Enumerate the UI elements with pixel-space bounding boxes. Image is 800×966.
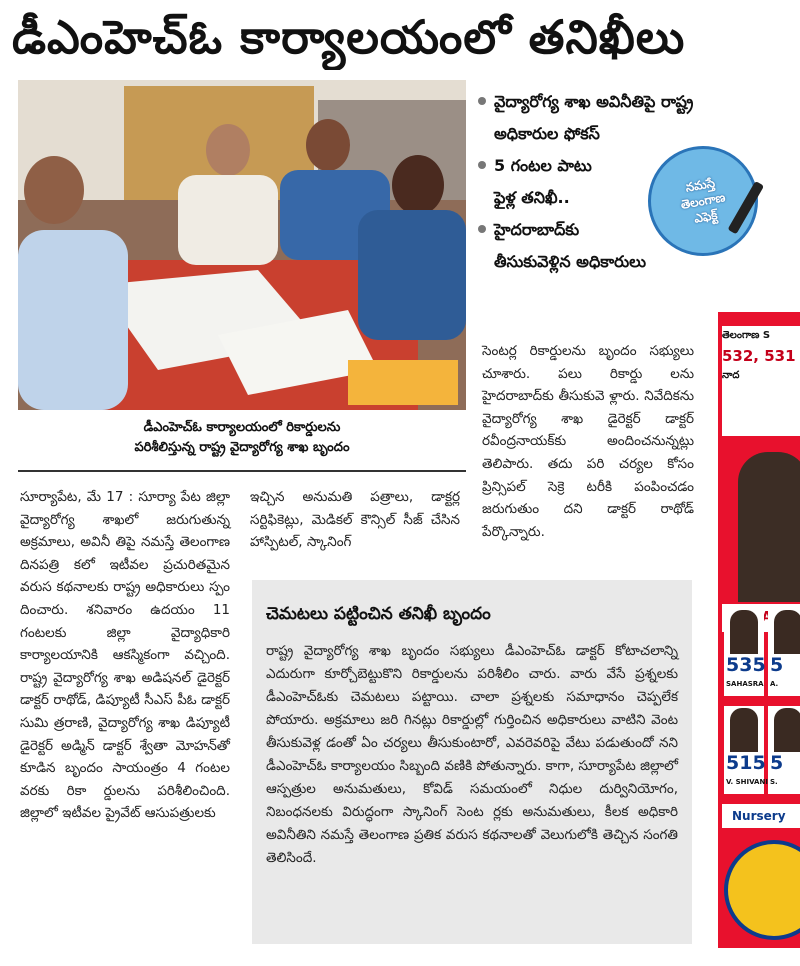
student-score: 515 xyxy=(726,752,766,774)
ad-text: నాద xyxy=(722,370,740,381)
nursery-banner xyxy=(722,804,800,828)
logo-line: తెలంగాణ xyxy=(679,190,727,212)
student-name: A. xyxy=(770,680,779,688)
ad-text: తెలంగాణ S xyxy=(722,330,771,341)
highlight-line: వైద్యారోగ్య శాఖ అవినీతిపై రాష్ట్ర xyxy=(494,92,694,111)
student-name: S. xyxy=(770,778,778,786)
ad-score-text: 532, 531 xyxy=(722,347,796,365)
article-text: సూర్యాపేట, మే 17 : సూర్యా పేట జిల్లా వైద్యారోగ్య శాఖలో జరుగుతున్న అక్రమాలు, అవినీ తిపై నమస్తే తెలంగాణ దినపత్రి కలో ఇటీవల ప్రచురితమైన వరుస కథనాలకు రాష్ట్ర అధికారులు స్పం దించారు. శనివారం ఉదయం 11 గంటలకు జిల్లా వైద్యాధికారి కార్యాలయానికి ఆకస్మికంగా వచ్చింది. రాష్ట్ర వైద్యారోగ్య శాఖ అడిషనల్ డైరెక్టర్ డాక్టర్ రాథోడ్, డిప్యూటీ సీఎస్ పీఓ డాక్టర్ సుమి త్రరాణి, వైద్యారోగ్య శాఖ డిప్యూటీ డైరెక్టర్ అడ్మిన్ డాక్టర్ శ్వేతా మోహన్‌తో కూడిన బృందం సాయంత్రం 4 గంటల వరకు రికా ర్డులను పరిశీలించింది. జిల్లాలో ఇటీవల ప్రైవేట్ ఆసుపత్రులకు xyxy=(20,489,230,822)
caption-line-2: పరిశీలిస్తున్న రాష్ట్ర వైద్యారోగ్య శాఖ బృందం xyxy=(134,440,350,455)
student-tile xyxy=(768,706,800,794)
student-name: V. SHIVANI xyxy=(726,778,768,786)
officials-photo-illustration xyxy=(18,80,466,410)
article-column-1 xyxy=(20,486,230,825)
highlight-line: 5 గంటల పాటు xyxy=(494,156,592,175)
highlight-line: తీసుకువెళ్లిన అధికారులు xyxy=(494,252,647,271)
caption-divider xyxy=(18,470,466,472)
bullet-icon xyxy=(478,225,486,233)
photo-caption xyxy=(18,418,466,458)
bullet-icon xyxy=(478,161,486,169)
student-name: SAHASRA xyxy=(726,680,764,688)
sidebar-box xyxy=(252,580,692,944)
highlight-line: హైదరాబాద్‌కు xyxy=(494,220,580,239)
sidebar-title: చెమటలు పట్టించిన తనిఖీ బృందం xyxy=(266,604,491,624)
highlight-item xyxy=(478,86,778,150)
school-seal xyxy=(724,840,800,940)
student-photo xyxy=(774,610,800,654)
student-photo xyxy=(774,708,800,752)
caption-line-1: డీఎంహెచ్‌ఓ కార్యాలయంలో రికార్డులను xyxy=(143,420,341,435)
bullet-icon xyxy=(478,97,486,105)
headline: డీఎంహెచ్‌ఓ కార్యాలయంలో తనిఖీలు xyxy=(12,10,686,64)
student-photo xyxy=(730,708,758,752)
highlight-line: ఫైళ్ల తనిఖీ.. xyxy=(494,188,570,207)
ad-header xyxy=(722,326,800,436)
nursery-label: Nursery xyxy=(732,809,786,823)
article-column-2 xyxy=(250,486,460,554)
student-tile xyxy=(768,608,800,696)
logo-line: ఎఫెక్ట్ xyxy=(693,207,719,226)
student-photo xyxy=(738,452,800,602)
student-score: 535 xyxy=(726,654,766,676)
sidebar-text: రాష్ట్ర వైద్యారోగ్య శాఖ బృందం సభ్యులు డీఎంహెచ్‌ఓ డాక్టర్ కోటాచలాన్ని ఎదురుగా కూర్చోబెట్టుకొని రికార్డులను పరిశీలిం చారు. వారు వేసే ప్రశ్నలకు డీఎంహెచ్‌ఓకు చెమటలు పట్టాయి. చాలా ప్రశ్నలకు సమాధానం చెప్పలేక పోయారు. అక్రమాలు జరి గినట్లు రికార్డుల్లో గుర్తించిన అధికారులు వాటిని వెంట తీసుకువెళ్ల డంతో ఏం చర్యలు తీసుకుంటారో, ఎవరెవరిపై వేటు పడుతుందో నని డీఎంహెచ్‌ఓ కార్యాలయం సిబ్బంది వణికి పోతున్నారు. కాగా, సూర్యాపేట జిల్లాలో ఆస్పత్రుల అనుమతులు, కోవిడ్ సమయంలో నిధుల దుర్వినియోగం, నిబంధనలకు విరుద్ధంగా స్కానింగ్ సెంట ర్లకు అనుమతులు, కీలక అధికారి అవినీతిని నమస్తే తెలంగాణ ప్రతిక వరుస కథనాలతో వెలుగులోకి తెచ్చిన సంగతి తెలిసిందే. xyxy=(266,643,678,866)
article-text: సెంటర్ల రికార్డులను బృందం సభ్యులు చూశారు. పలు రికార్డు లను హైదరాబాద్‌కు తీసుకువె ళ్లారు. నివేదికను వైద్యారోగ్య శాఖ డైరెక్టర్ డాక్టర్ రవీంద్రనాయక్‌కు అందించనున్నట్లు తెలిపారు. తదు పరి చర్యల కోసం ప్రిన్సిపల్ సెక్రె టరీకి పంపించడం జరుగుతుం దని డాక్టర్ రాథోడ్ పేర్కొన్నారు. xyxy=(482,343,694,540)
student-tile xyxy=(724,608,764,696)
highlight-line: అధికారుల ఫోకస్ xyxy=(494,124,600,143)
student-tile xyxy=(724,706,768,794)
logo-line: నమస్తే xyxy=(684,175,716,195)
sidebar-body xyxy=(266,640,678,870)
student-score: 5 xyxy=(770,654,784,676)
student-score: 5 xyxy=(770,752,784,774)
student-photo xyxy=(730,610,758,654)
school-advertisement xyxy=(718,312,800,948)
article-column-3 xyxy=(482,340,694,543)
article-text: ఇచ్చిన అనుమతి పత్రాలు, డాక్టర్ల సర్టిఫికెట్లు, మెడికల్ కౌన్సిల్ సీజ్ చేసిన హాస్పిటల్, స్కానింగ్ xyxy=(250,489,460,551)
news-photo xyxy=(18,80,466,410)
